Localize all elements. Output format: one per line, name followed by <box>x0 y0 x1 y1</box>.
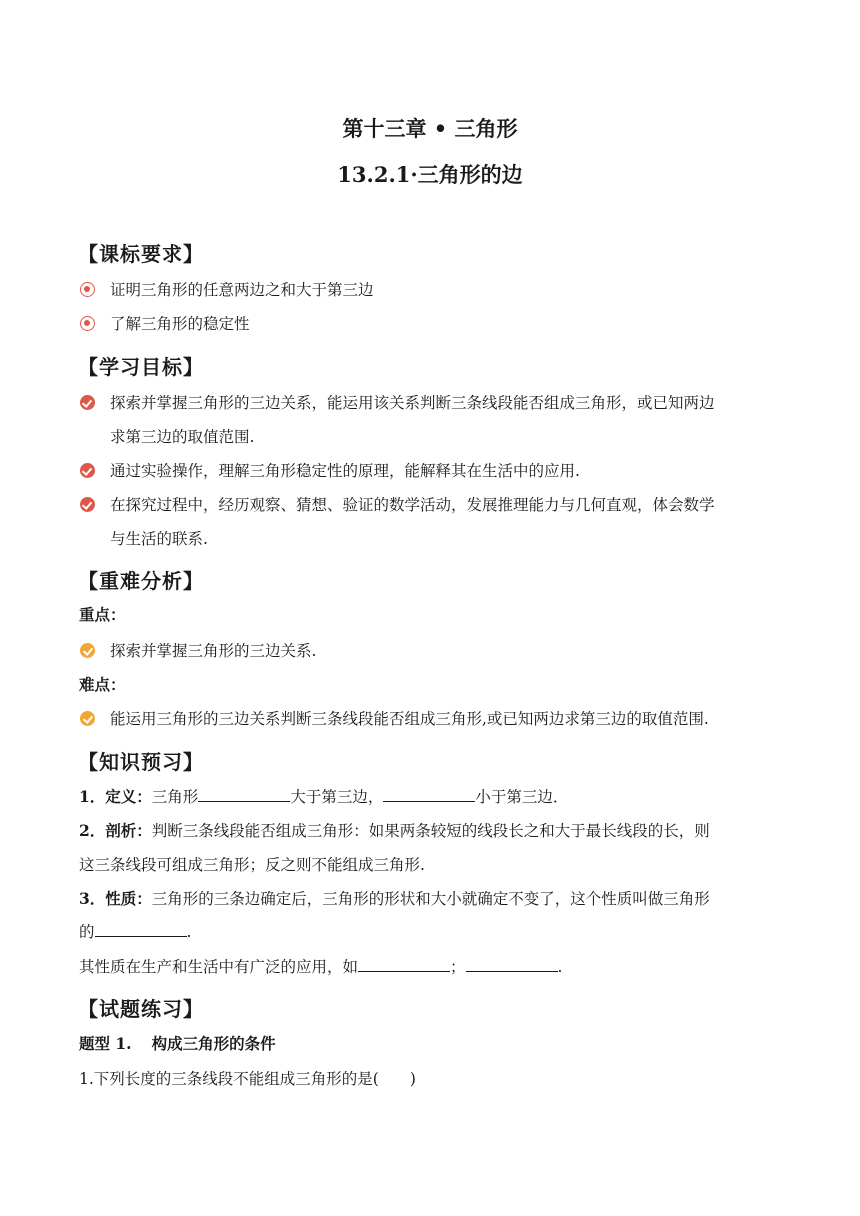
preview-item-3-cont <box>79 922 191 942</box>
preview-item-number: 3．性质： <box>79 889 152 908</box>
objective-item-line: 在探究过程中，经历观察、猜想、验证的数学活动，发展推理能力与几何直观，体会数学 <box>110 496 715 514</box>
badge-check-icon <box>80 711 95 726</box>
preview-text: 的 <box>79 923 95 941</box>
target-bullet-icon <box>80 282 95 297</box>
fill-blank[interactable] <box>95 922 187 937</box>
preview-text: 这三条线段可组成三角形；反之则不能组成三角形. <box>79 856 425 874</box>
question-type-label: 题型 1. <box>79 1034 132 1053</box>
preview-text: . <box>557 958 563 976</box>
preview-item-2 <box>79 821 710 841</box>
fill-blank[interactable] <box>198 787 290 802</box>
chapter-title: 第十三章 • 三角形 <box>342 116 518 141</box>
fill-blank[interactable] <box>466 957 558 972</box>
fill-blank[interactable] <box>383 787 475 802</box>
preview-item-4 <box>79 957 562 977</box>
question-type-title: 构成三角形的条件 <box>151 1034 276 1053</box>
section-practice: 【试题练习】 <box>78 997 204 1021</box>
curriculum-item: 证明三角形的任意两边之和大于第三边 <box>110 281 374 299</box>
preview-text: 判断三条线段能否组成三角形：如果两条较短的线段长之和大于最长线段的长，则 <box>151 822 710 840</box>
target-bullet-icon <box>80 316 95 331</box>
difficulty-text: 能运用三角形的三边关系判断三条线段能否组成三角形,或已知两边求第三边的取值范围. <box>110 710 709 728</box>
preview-item-3 <box>79 889 710 909</box>
preview-text: 大于第三边， <box>290 788 384 806</box>
section-preview: 【知识预习】 <box>78 750 204 774</box>
section-objectives: 【学习目标】 <box>78 355 204 379</box>
focus-text: 探索并掌握三角形的三边关系. <box>110 642 317 660</box>
preview-item-number: 1．定义： <box>79 787 152 806</box>
difficulty-label: 难点： <box>79 675 126 694</box>
preview-text: . <box>186 923 192 941</box>
section-curriculum: 【课标要求】 <box>78 242 204 266</box>
question-type-heading <box>79 1034 276 1054</box>
curriculum-item: 了解三角形的稳定性 <box>110 315 250 333</box>
preview-text: 小于第三边． <box>475 788 569 806</box>
badge-check-icon <box>80 643 95 658</box>
preview-text: 其性质在生产和生活中有广泛的应用，如 <box>79 958 359 976</box>
preview-text: 三角形的三条边确定后，三角形的形状和大小就确定不变了，这个性质叫做三角形 <box>151 890 710 908</box>
check-bullet-icon <box>80 395 95 410</box>
check-bullet-icon <box>80 463 95 478</box>
objective-item-line: 与生活的联系. <box>110 530 208 548</box>
fill-blank[interactable] <box>358 957 450 972</box>
preview-text: 三角形 <box>151 788 199 806</box>
objective-item-line: 通过实验操作，理解三角形稳定性的原理，能解释其在生活中的应用. <box>110 462 580 480</box>
preview-item-number: 2．剖析： <box>79 821 152 840</box>
preview-item-1 <box>79 787 568 807</box>
focus-label: 重点： <box>79 605 126 624</box>
preview-text: ； <box>450 958 466 976</box>
question-1: 1.下列长度的三条线段不能组成三角形的是( ) <box>79 1070 416 1088</box>
objective-item-line: 求第三边的取值范围. <box>110 428 255 446</box>
check-bullet-icon <box>80 497 95 512</box>
section-key-points: 【重难分析】 <box>78 569 204 593</box>
objective-item-line: 探索并掌握三角形的三边关系，能运用该关系判断三条线段能否组成三角形，或已知两边 <box>110 394 715 412</box>
lesson-title: 13.2.1·三角形的边 <box>337 162 523 187</box>
